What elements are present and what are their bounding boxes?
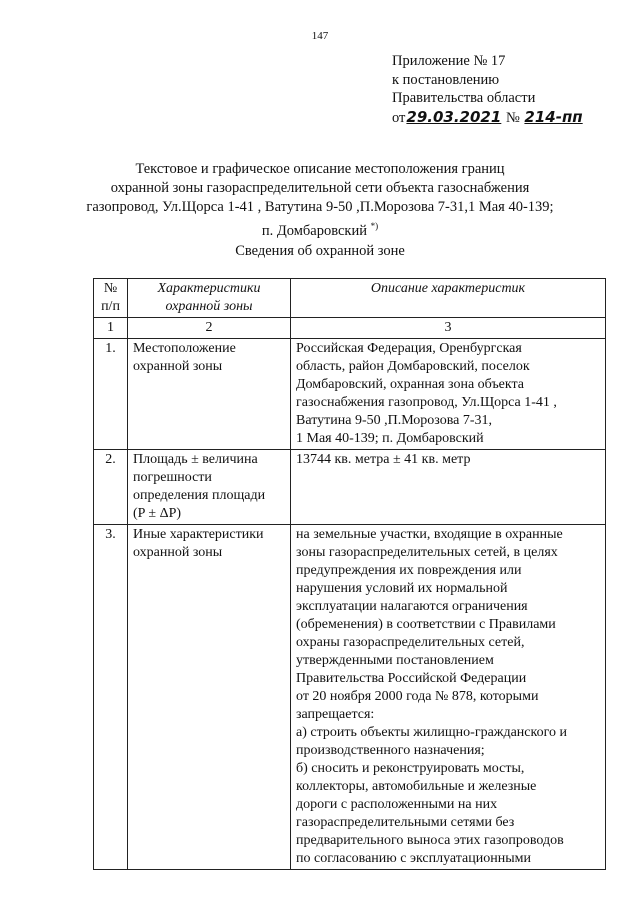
- description-line: Российская Федерация, Оренбургская: [296, 341, 522, 356]
- description-line: производственного назначения;: [296, 743, 485, 758]
- characteristic-line: охранной зоны: [133, 359, 223, 374]
- description-line: запрещается:: [296, 707, 375, 722]
- appendix-line-2: к постановлению: [392, 71, 500, 88]
- characteristic-line: Площадь ± величина: [133, 452, 258, 467]
- description-line: а) строить объекты жилищно-гражданского и: [296, 725, 567, 740]
- description-line: Ватутина 9-50 ,П.Морозова 7-31,: [296, 413, 493, 428]
- row-description: [291, 450, 606, 525]
- appendix-block: [392, 52, 584, 127]
- number-prefix: №: [505, 109, 520, 126]
- description-line: (обременения) в соответствии с Правилами: [296, 617, 556, 632]
- table-row: [94, 339, 606, 450]
- header-number-line-1: №: [103, 281, 118, 296]
- row-characteristic: [128, 339, 291, 450]
- table-index-row: [94, 318, 606, 339]
- description-line: от 20 ноября 2000 года № 878, которыми: [296, 689, 539, 704]
- row-number: 3.: [94, 525, 128, 870]
- description-line: дороги с расположенными на них: [296, 797, 498, 812]
- header-characteristics: [128, 279, 291, 318]
- description-line: область, район Домбаровский, поселок: [296, 359, 530, 374]
- title-settlement: п. Домбаровский: [261, 222, 367, 239]
- handwritten-number: 214-пп: [524, 107, 583, 126]
- description-line: 1 Мая 40-139; п. Домбаровский: [296, 431, 484, 446]
- characteristic-line: охранной зоны: [133, 545, 223, 560]
- header-number: [94, 279, 128, 318]
- table-header-row: [94, 279, 606, 318]
- description-line: 13744 кв. метра ± 41 кв. метр: [296, 452, 471, 467]
- row-characteristic: [128, 525, 291, 870]
- document-title: [60, 160, 580, 241]
- row-number: 2.: [94, 450, 128, 525]
- description-line: Правительства Российской Федерации: [296, 671, 527, 686]
- section-title: Сведения об охранной зоне: [235, 243, 405, 259]
- table-row: [94, 450, 606, 525]
- appendix-line-3: Правительства области: [392, 90, 536, 106]
- header-characteristics-line-2: охранной зоны: [165, 299, 253, 314]
- index-cell: 3: [291, 318, 606, 339]
- description-line: по согласованию с эксплуатационными: [296, 851, 531, 866]
- description-line: газораспределительными сетями без: [296, 815, 515, 830]
- row-description: [291, 525, 606, 870]
- characteristic-line: определения площади: [133, 488, 266, 503]
- protection-zone-table: [93, 278, 606, 870]
- title-line-3: газопровод, Ул.Щорса 1-41 , Ватутина 9-50 ,П.Морозова 7-31,1 Мая 40-139;: [86, 199, 554, 215]
- description-line: утвержденными постановлением: [296, 653, 494, 668]
- header-number-line-2: п/п: [101, 299, 120, 314]
- description-line: коллекторы, автомобильные и железные: [296, 779, 537, 794]
- description-line: Домбаровский, охранная зона объекта: [296, 377, 525, 392]
- row-number: 1.: [94, 339, 128, 450]
- row-characteristic: [128, 450, 291, 525]
- characteristic-line: Местоположение: [133, 341, 236, 356]
- from-prefix: от: [392, 109, 406, 126]
- appendix-line-1: Приложение № 17: [392, 53, 506, 69]
- table-row: [94, 525, 606, 870]
- appendix-line-4: [392, 108, 584, 128]
- description-line: нарушения условий их нормальной: [296, 581, 508, 596]
- title-line-1: Текстовое и графическое описание местоположения границ: [135, 161, 505, 177]
- row-description: [291, 339, 606, 450]
- footnote-mark: *): [370, 221, 379, 231]
- description-line: предупреждения их повреждения или: [296, 563, 522, 578]
- handwritten-date: 29.03.2021: [406, 107, 502, 126]
- description-line: зоны газораспределительных сетей, в целях: [296, 545, 558, 560]
- characteristic-line: погрешности: [133, 470, 212, 485]
- index-cell: 2: [128, 318, 291, 339]
- description-line: б) сносить и реконструировать мосты,: [296, 761, 525, 776]
- page-number: 147: [311, 30, 329, 42]
- description-line: эксплуатации налагаются ограничения: [296, 599, 528, 614]
- index-cell: 1: [94, 318, 128, 339]
- header-description: Описание характеристик: [291, 279, 606, 318]
- description-line: охраны газораспределительных сетей,: [296, 635, 525, 650]
- characteristic-line: (P ± ΔP): [133, 506, 182, 521]
- title-line-4: [60, 217, 580, 241]
- description-line: предварительного выноса этих газопроводов: [296, 833, 564, 848]
- title-line-2: охранной зоны газораспределительной сети объекта газоснабжения: [110, 180, 530, 196]
- characteristic-line: Иные характеристики: [133, 527, 264, 542]
- header-characteristics-line-1: Характеристики: [157, 281, 261, 296]
- description-line: газоснабжения газопровод, Ул.Щорса 1-41 ,: [296, 395, 557, 410]
- description-line: на земельные участки, входящие в охранные: [296, 527, 563, 542]
